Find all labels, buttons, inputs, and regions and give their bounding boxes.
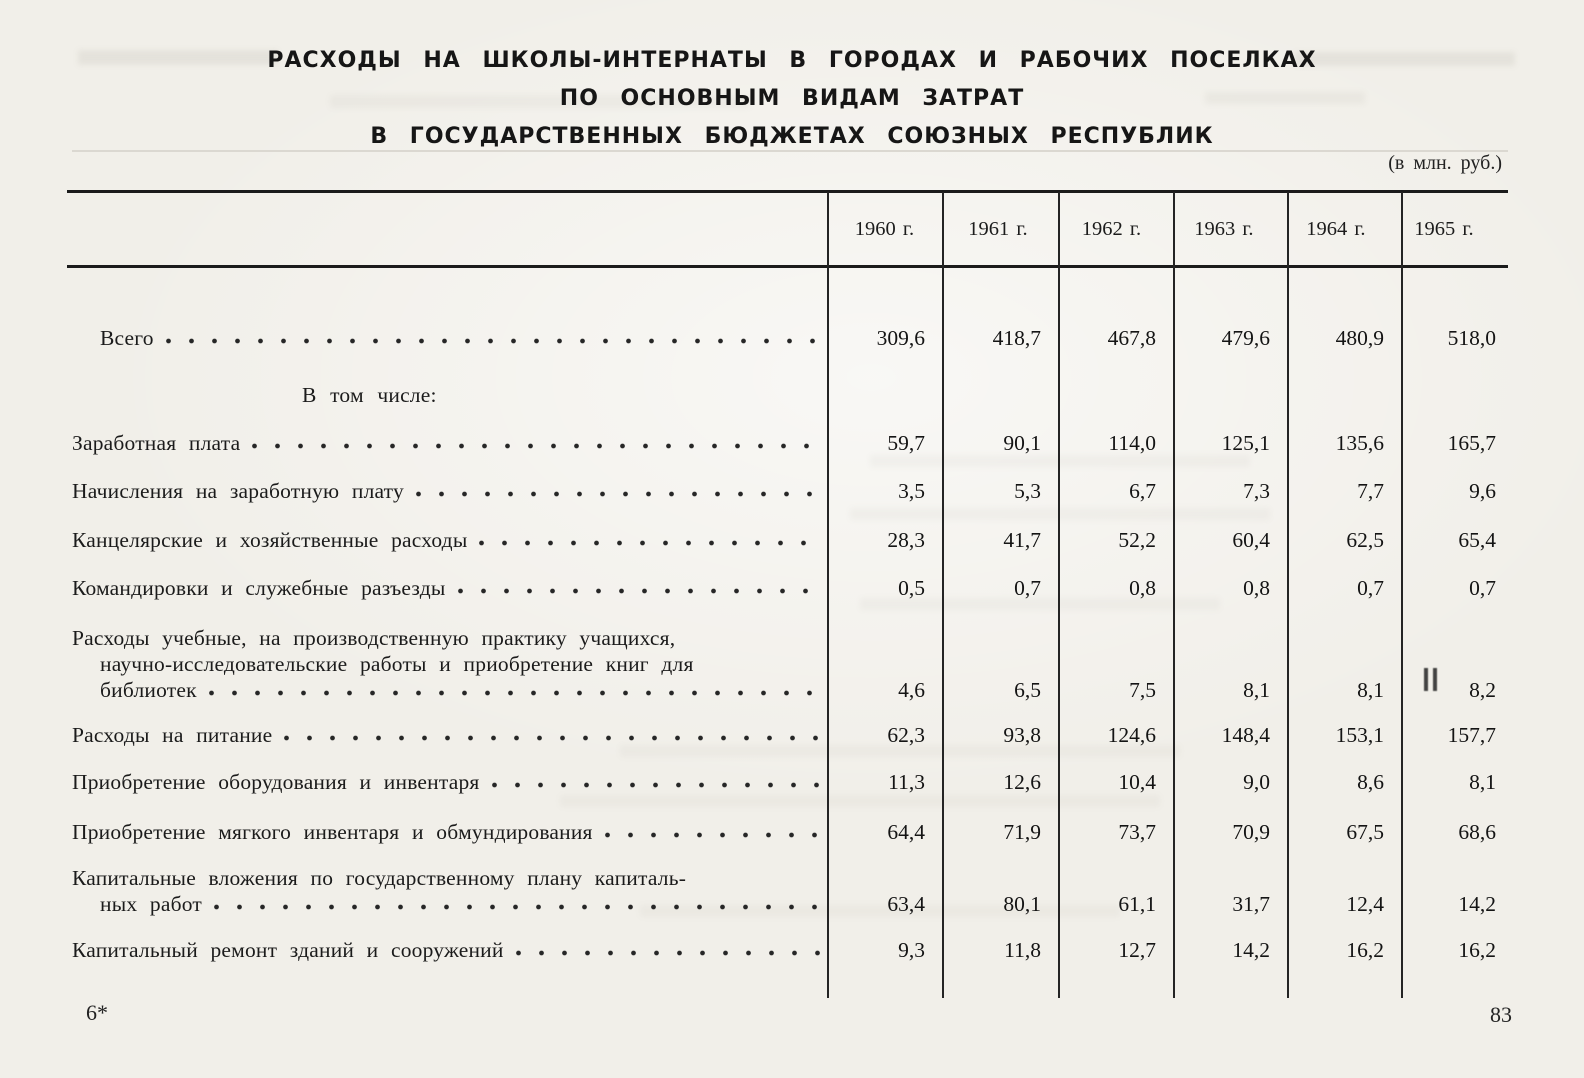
- cell-value: 309,6: [876, 326, 925, 350]
- table-row: [70, 625, 1508, 703]
- cell-value: 157,7: [1447, 723, 1496, 747]
- cell-value: 60,4: [1232, 528, 1270, 552]
- table-title: [73, 42, 1511, 156]
- cell-value: 90,1: [1003, 431, 1041, 455]
- cell-value: 11,3: [888, 770, 925, 794]
- cell-value: 8,1: [1357, 678, 1384, 702]
- column-header-1960: 1960 г.: [854, 217, 915, 240]
- dot-leader: [479, 527, 820, 553]
- cell-value: 10,4: [1118, 770, 1156, 794]
- cell-value: 124,6: [1107, 723, 1156, 747]
- row-label-text: Начисления на заработную плату: [72, 479, 404, 503]
- dot-leader: [284, 722, 820, 748]
- cell-value: 153,1: [1335, 723, 1384, 747]
- cell-value: 52,2: [1118, 528, 1156, 552]
- row-label-text: Расходы учебные, на производственную практику учащихся,: [72, 626, 676, 650]
- cell-value: 0,5: [898, 576, 925, 600]
- table-row: [70, 478, 1508, 504]
- cell-value: 62,3: [887, 723, 925, 747]
- dot-leader: [166, 325, 820, 351]
- cell-value: 6,7: [1129, 479, 1156, 503]
- cell-value: 114,0: [1108, 431, 1156, 455]
- cell-value: 165,7: [1447, 431, 1496, 455]
- cell-value: 148,4: [1221, 723, 1270, 747]
- table-header-row: [828, 196, 1508, 262]
- cell-value: 61,1: [1118, 892, 1156, 916]
- page-number: 83: [1490, 1002, 1512, 1027]
- cell-value: 73,7: [1118, 820, 1156, 844]
- row-label-text: Расходы на питание: [72, 723, 273, 747]
- cell-value: 12,4: [1346, 892, 1384, 916]
- dot-leader: [214, 891, 820, 917]
- unit-note: (в млн. руб.): [1388, 152, 1502, 174]
- table-row: [70, 769, 1508, 795]
- row-label: [70, 865, 828, 917]
- cell-value: 59,7: [887, 431, 925, 455]
- cell-value: 80,1: [1003, 892, 1041, 916]
- cell-value: 0,7: [1357, 576, 1384, 600]
- cell-value: 28,3: [887, 528, 925, 552]
- cell-value: 467,8: [1107, 326, 1156, 350]
- cell-value: 14,2: [1458, 892, 1496, 916]
- row-label: [70, 769, 828, 795]
- dot-leader: [605, 819, 820, 845]
- column-header-1961: 1961 г.: [968, 217, 1028, 240]
- title-line-3: В ГОСУДАРСТВЕННЫХ БЮДЖЕТАХ СОЮЗНЫХ РЕСПУБЛИК: [370, 124, 1214, 149]
- row-label: [70, 575, 828, 601]
- cell-value: 64,4: [887, 820, 925, 844]
- row-label-text: Канцелярские и хозяйственные расходы: [72, 528, 468, 552]
- cell-value: 7,3: [1243, 479, 1270, 503]
- cell-value: 479,6: [1221, 326, 1270, 350]
- cell-value: 71,9: [1003, 820, 1041, 844]
- signature-mark: 6*: [86, 1000, 108, 1025]
- cell-value: 63,4: [887, 892, 925, 916]
- cell-value: 70,9: [1232, 820, 1270, 844]
- row-label-text: Командировки и служебные разъезды: [72, 576, 446, 600]
- table-row: [70, 325, 1508, 351]
- cell-value: 9,6: [1469, 479, 1496, 503]
- cell-value: 93,8: [1003, 723, 1041, 747]
- table-row: [70, 937, 1508, 963]
- cell-value: 0,7: [1469, 576, 1496, 600]
- row-label: [70, 382, 828, 408]
- row-label: [70, 819, 828, 845]
- row-label-text: Приобретение мягкого инвентаря и обмундирования: [72, 820, 593, 844]
- scan-smudge: [850, 508, 1270, 520]
- row-label-text: библиотек: [100, 678, 197, 702]
- dot-leader: [209, 677, 820, 703]
- table-section-heading-row: [70, 382, 1508, 408]
- cell-value: 68,6: [1458, 820, 1496, 844]
- dot-leader: [416, 478, 820, 504]
- cell-value: 8,2: [1469, 678, 1496, 702]
- row-label-text: ных работ: [100, 892, 202, 916]
- cell-value: 135,6: [1335, 431, 1384, 455]
- dot-leader: [458, 575, 820, 601]
- row-label-text: Всего: [100, 326, 154, 350]
- row-label: [70, 937, 828, 963]
- cell-value: 14,2: [1232, 938, 1270, 962]
- cell-value: 3,5: [898, 479, 925, 503]
- ink-blot-artifact: [1424, 668, 1445, 691]
- table-row: [70, 527, 1508, 553]
- row-label-text: Приобретение оборудования и инвентаря: [72, 770, 480, 794]
- row-label-text: В том числе:: [302, 383, 437, 407]
- table-row: [70, 430, 1508, 456]
- row-label-text: научно-исследовательские работы и приобретение книг для: [100, 652, 694, 676]
- row-label-text: Капитальные вложения по государственному плану капиталь-: [72, 866, 687, 890]
- cell-value: 7,5: [1129, 678, 1156, 702]
- cell-value: 12,6: [1003, 770, 1041, 794]
- cell-value: 8,6: [1357, 770, 1384, 794]
- column-header-1964: 1964 г.: [1306, 217, 1366, 240]
- cell-value: 7,7: [1357, 479, 1384, 503]
- row-label: [70, 625, 828, 703]
- cell-value: 9,0: [1243, 770, 1270, 794]
- cell-value: 11,8: [1004, 938, 1041, 962]
- cell-value: 16,2: [1346, 938, 1384, 962]
- cell-value: 5,3: [1014, 479, 1041, 503]
- row-label: [70, 430, 828, 456]
- row-label: [70, 478, 828, 504]
- column-header-1963: 1963 г.: [1194, 217, 1254, 240]
- row-label: [70, 325, 828, 351]
- table-header-rule: [67, 265, 1508, 268]
- cell-value: 62,5: [1346, 528, 1384, 552]
- table-row: [70, 722, 1508, 748]
- cell-value: 125,1: [1221, 431, 1270, 455]
- cell-value: 41,7: [1003, 528, 1041, 552]
- cell-value: 480,9: [1335, 326, 1384, 350]
- row-label-text: Капитальный ремонт зданий и сооружений: [72, 938, 504, 962]
- scan-smudge: [560, 795, 1160, 807]
- table-row: [70, 575, 1508, 601]
- scan-smudge: [870, 455, 1250, 467]
- cell-value: 8,1: [1243, 678, 1270, 702]
- row-label-text: Заработная плата: [72, 431, 241, 455]
- table-row: [70, 865, 1508, 917]
- cell-value: 418,7: [992, 326, 1041, 350]
- cell-value: 0,7: [1014, 576, 1041, 600]
- title-line-2: ПО ОСНОВНЫМ ВИДАМ ЗАТРАТ: [559, 86, 1025, 111]
- cell-value: 67,5: [1346, 820, 1384, 844]
- dot-leader: [516, 937, 820, 963]
- cell-value: 0,8: [1243, 576, 1270, 600]
- column-header-1965: 1965 г.: [1414, 217, 1474, 240]
- cell-value: 8,1: [1469, 770, 1496, 794]
- scan-ghost-rule: [72, 150, 1508, 152]
- dot-leader: [252, 430, 820, 456]
- cell-value: 4,6: [898, 678, 925, 702]
- cell-value: 31,7: [1232, 892, 1270, 916]
- cell-value: 65,4: [1458, 528, 1496, 552]
- dot-leader: [492, 769, 820, 795]
- cell-value: 6,5: [1014, 678, 1041, 702]
- row-label: [70, 722, 828, 748]
- row-label: [70, 527, 828, 553]
- cell-value: 0,8: [1129, 576, 1156, 600]
- cell-value: 9,3: [898, 938, 925, 962]
- column-header-1962: 1962 г.: [1081, 217, 1142, 240]
- cell-value: 12,7: [1118, 938, 1156, 962]
- table-row: [70, 819, 1508, 845]
- title-line-1: РАСХОДЫ НА ШКОЛЫ-ИНТЕРНАТЫ В ГОРОДАХ И РАБОЧИХ ПОСЕЛКАХ: [267, 48, 1317, 73]
- cell-value: 518,0: [1447, 326, 1496, 350]
- cell-value: 16,2: [1458, 938, 1496, 962]
- table-top-rule: [67, 190, 1508, 193]
